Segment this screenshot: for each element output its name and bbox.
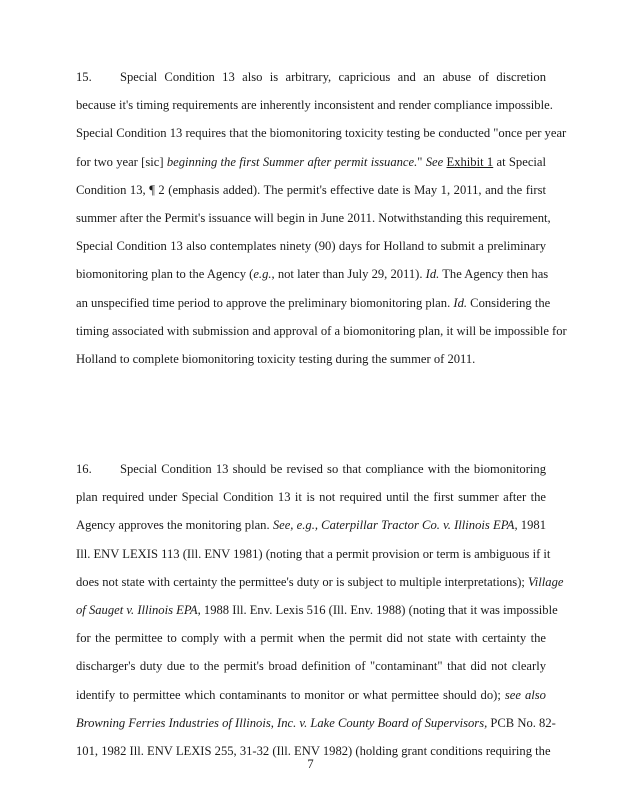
citation-text: Id. bbox=[453, 295, 468, 310]
citation-text: See bbox=[425, 154, 444, 169]
body-text-run: for two year [sic] bbox=[76, 154, 167, 169]
text-line bbox=[76, 238, 546, 254]
text-line bbox=[40, 69, 546, 85]
body-text-run: because it's timing requirements are inherently inconsistent and render compliance impossible. bbox=[76, 98, 553, 113]
citation-text: Id. bbox=[425, 267, 440, 282]
text-line bbox=[76, 687, 546, 703]
body-text-run: Holland to complete biomonitoring toxicity testing during the summer of 2011. bbox=[76, 352, 476, 366]
text-line bbox=[76, 154, 546, 170]
citation-text: see also bbox=[504, 687, 546, 702]
body-text-run: Special Condition 13 also contemplates ninety (90) days for Holland to submit a preliminary bbox=[76, 239, 546, 254]
text-line bbox=[76, 295, 551, 311]
text-line bbox=[76, 125, 567, 141]
body-text-run: Agency approves the monitoring plan. bbox=[76, 518, 273, 533]
text-line bbox=[76, 574, 564, 590]
citation-text: of Sauget v. Illinois EPA, bbox=[76, 603, 201, 617]
text-line bbox=[76, 658, 546, 674]
body-text-run: The Agency then has bbox=[439, 267, 549, 282]
text-line bbox=[76, 546, 551, 562]
text-line bbox=[76, 517, 546, 533]
body-text-run: 1988 Ill. Env. Lexis 516 (Ill. Env. 1988) (noting that it was impossible bbox=[200, 603, 558, 617]
body-text-run: at Special bbox=[493, 154, 546, 169]
text-line bbox=[76, 489, 546, 505]
body-text-run: Special Condition 13 also is arbitrary, capricious and an abuse of discretion bbox=[120, 70, 546, 84]
body-text-run: for the permittee to comply with a permit when the permit did not state with certainty the bbox=[76, 631, 546, 646]
body-text-run: an unspecified time period to approve the preliminary biomonitoring plan. bbox=[76, 295, 454, 310]
citation-text: beginning the first Summer after permit issuance. bbox=[166, 154, 418, 169]
body-text-run: summer after the Permit's issuance will begin in June 2011. Notwithstanding this requirement, bbox=[76, 211, 551, 225]
citation-text: See, e.g., Caterpillar Tractor Co. v. Illinois EPA, bbox=[272, 518, 518, 533]
body-text-run: plan required under Special Condition 13 it is not required until the first summer after the bbox=[76, 490, 546, 505]
body-text-run: Condition 13, ¶ 2 (emphasis added). The permit's effective date is May 1, 2011, and the first bbox=[76, 182, 546, 197]
body-text-run: PCB No. 82- bbox=[487, 715, 556, 730]
body-text-run: does not state with certainty the permittee's duty or is subject to multiple interpretations); bbox=[76, 574, 529, 589]
page-number: 7 bbox=[307, 757, 314, 771]
body-text-run: 101, 1982 Ill. ENV LEXIS 255, 31-32 (Ill. ENV 1982) (holding grant conditions requiring the bbox=[76, 744, 551, 758]
body-text-run: biomonitoring plan to the Agency ( bbox=[76, 267, 254, 282]
text-line bbox=[76, 351, 546, 367]
body-text-run: Special Condition 13 should be revised so that compliance with the biomonitoring bbox=[120, 462, 546, 476]
body-text-run: Exhibit 1 bbox=[446, 154, 494, 169]
text-line bbox=[76, 630, 546, 646]
text-line bbox=[40, 461, 546, 477]
citation-text: Browning Ferries Industries of Illinois, Inc. v. Lake County Board of Supervisors, bbox=[76, 715, 488, 730]
text-line bbox=[76, 602, 558, 618]
text-line bbox=[76, 182, 546, 198]
body-text-run: discharger's duty due to the permit's broad definition of "contaminant" that did not clearly bbox=[76, 659, 546, 674]
text-line bbox=[76, 97, 553, 113]
text-line bbox=[76, 715, 556, 731]
paragraph-number: 16. bbox=[76, 462, 92, 476]
body-text-run: " bbox=[417, 154, 426, 169]
paragraph-number: 15. bbox=[76, 70, 92, 84]
body-text-run: identify to permittee which contaminants to monitor or what permittee should do); bbox=[76, 687, 505, 702]
body-text-run: 1981 bbox=[517, 518, 546, 533]
body-text-run: Considering the bbox=[467, 295, 551, 310]
body-text-run: timing associated with submission and approval of a biomonitoring plan, it will be impossible for bbox=[76, 323, 567, 338]
citation-text: Village bbox=[528, 574, 564, 589]
citation-text: e.g., bbox=[253, 267, 275, 282]
text-line bbox=[76, 266, 549, 282]
body-text-run: Ill. ENV LEXIS 113 (Ill. ENV 1981) (noting that a permit provision or term is ambiguous if it bbox=[76, 546, 551, 561]
body-text-run: not later than July 29, 2011). bbox=[274, 267, 426, 282]
text-line bbox=[76, 210, 551, 226]
text-line bbox=[76, 323, 567, 339]
body-text-run: Special Condition 13 requires that the biomonitoring toxicity testing be conducted "once per year bbox=[76, 126, 567, 141]
